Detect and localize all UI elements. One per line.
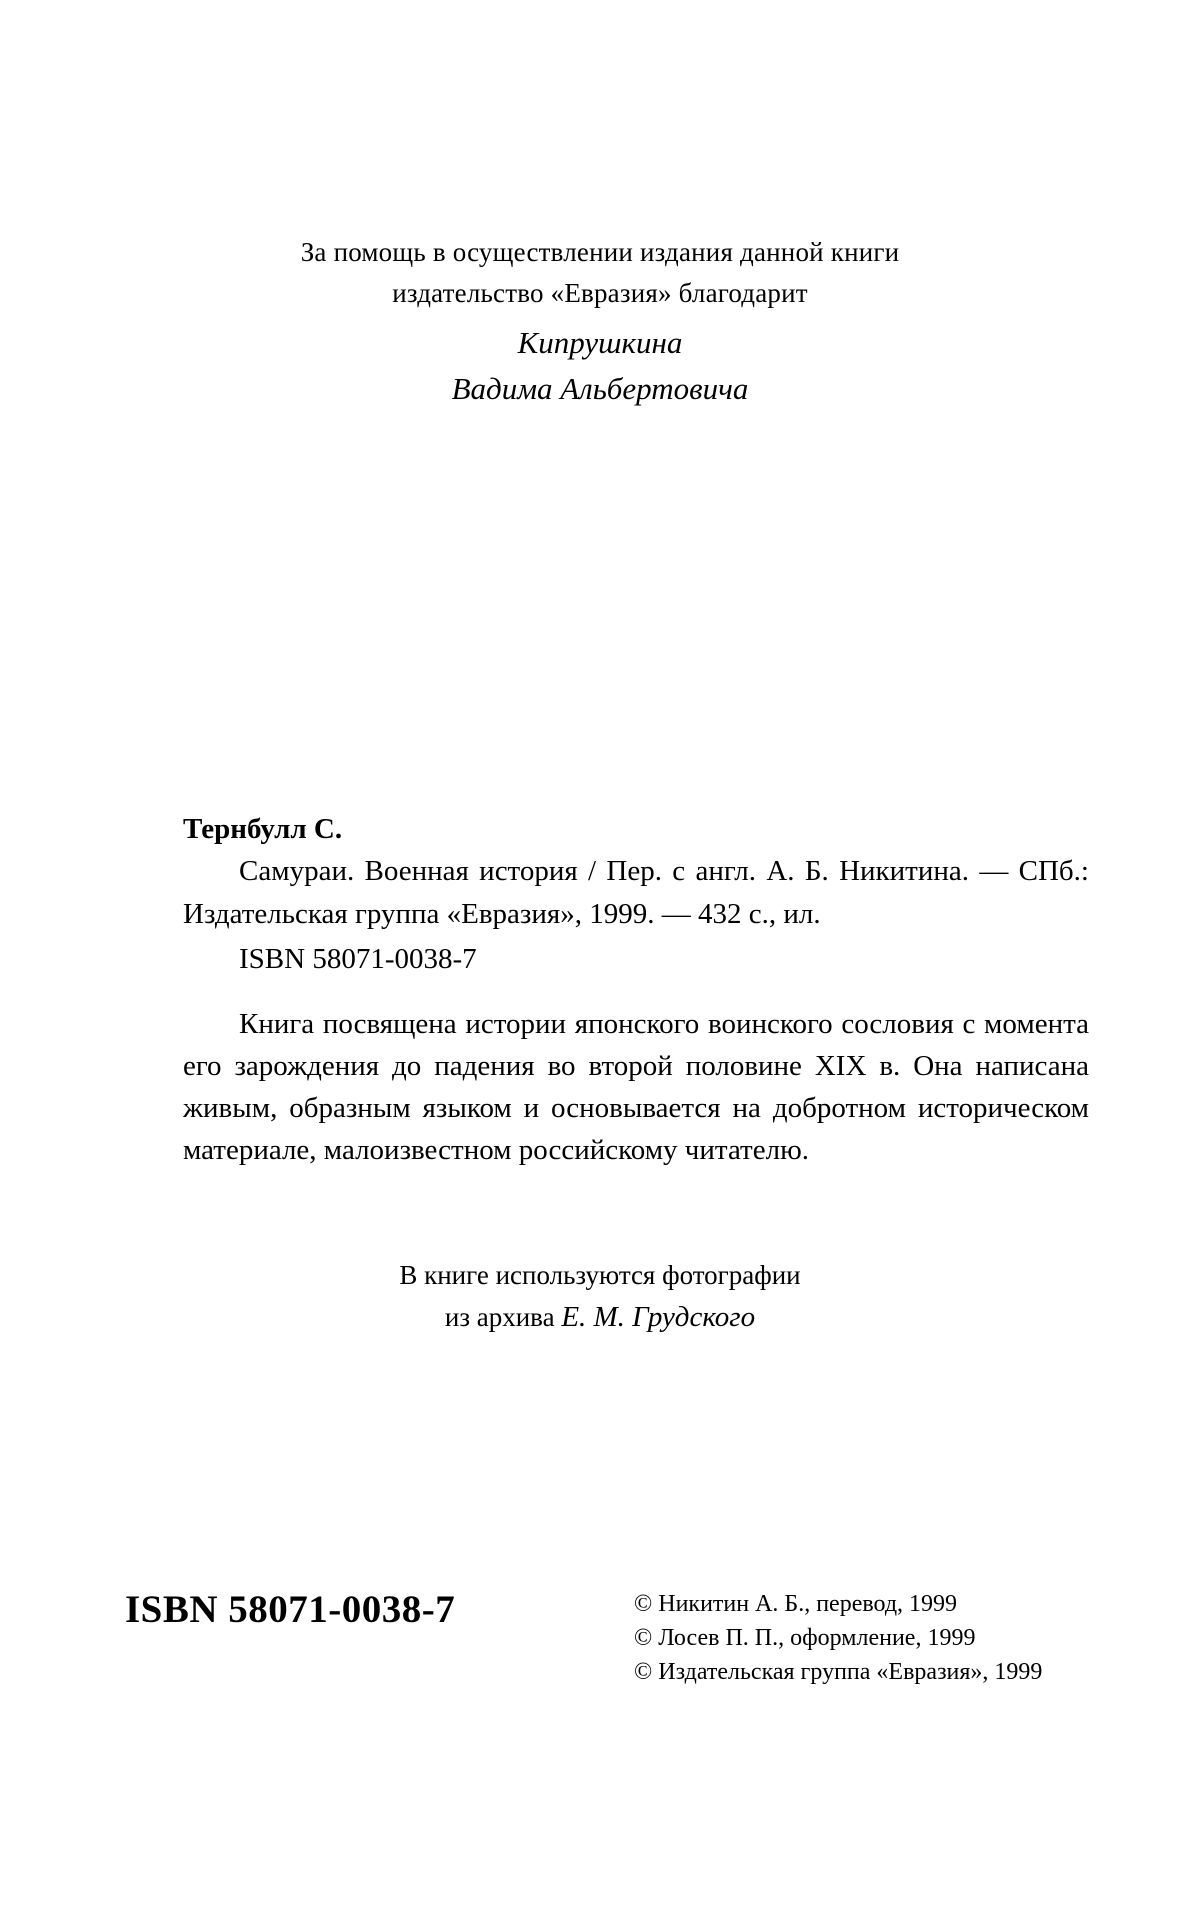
- isbn-large: ISBN 58071-0038-7: [125, 1588, 456, 1631]
- sponsor-surname: Кипрушкина: [517, 325, 683, 360]
- author-name: Тернбулл С.: [183, 813, 343, 845]
- copyright-publisher: © Издательская группа «Евразия», 1999: [634, 1659, 1043, 1685]
- record-isbn: ISBN 58071-0038-7: [239, 943, 477, 975]
- bibliographic-record: [183, 808, 1089, 1171]
- acknowledgement-block: [0, 232, 1200, 412]
- acknowledgement-line-2: издательство «Евразия» благодарит: [392, 278, 808, 308]
- copyright-design: © Лосев П. П., оформление, 1999: [634, 1625, 976, 1651]
- photo-credit: [0, 1254, 1200, 1338]
- sponsor-given-names: Вадима Альбертовича: [451, 371, 749, 406]
- acknowledgement-line-1: За помощь в осуществлении издания данной книги: [300, 237, 900, 267]
- copyright-translation: © Никитин А. Б., перевод, 1999: [634, 1591, 958, 1617]
- photo-archive-owner: Е. М. Грудского: [561, 1301, 756, 1333]
- photo-credit-line-2: [0, 1296, 1200, 1338]
- photo-credit-line-1: В книге используются фотографии: [399, 1260, 801, 1290]
- book-abstract: Книга посвящена истории японского воинского сословия с момента его зарождения до падения во второй половине XIX в. Она написана живым, образным языком и основывается на добротном историческом материале, малоизвестном российскому читателю.: [183, 1008, 1089, 1166]
- copyright-list: [634, 1587, 1042, 1689]
- bibliographic-description: Самураи. Военная история / Пер. с англ. А. Б. Никитина. — СПб.: Издательская группа «Евразия», 1999. — 432 с., ил.: [183, 855, 1089, 930]
- photo-credit-prefix: из архива: [444, 1302, 562, 1332]
